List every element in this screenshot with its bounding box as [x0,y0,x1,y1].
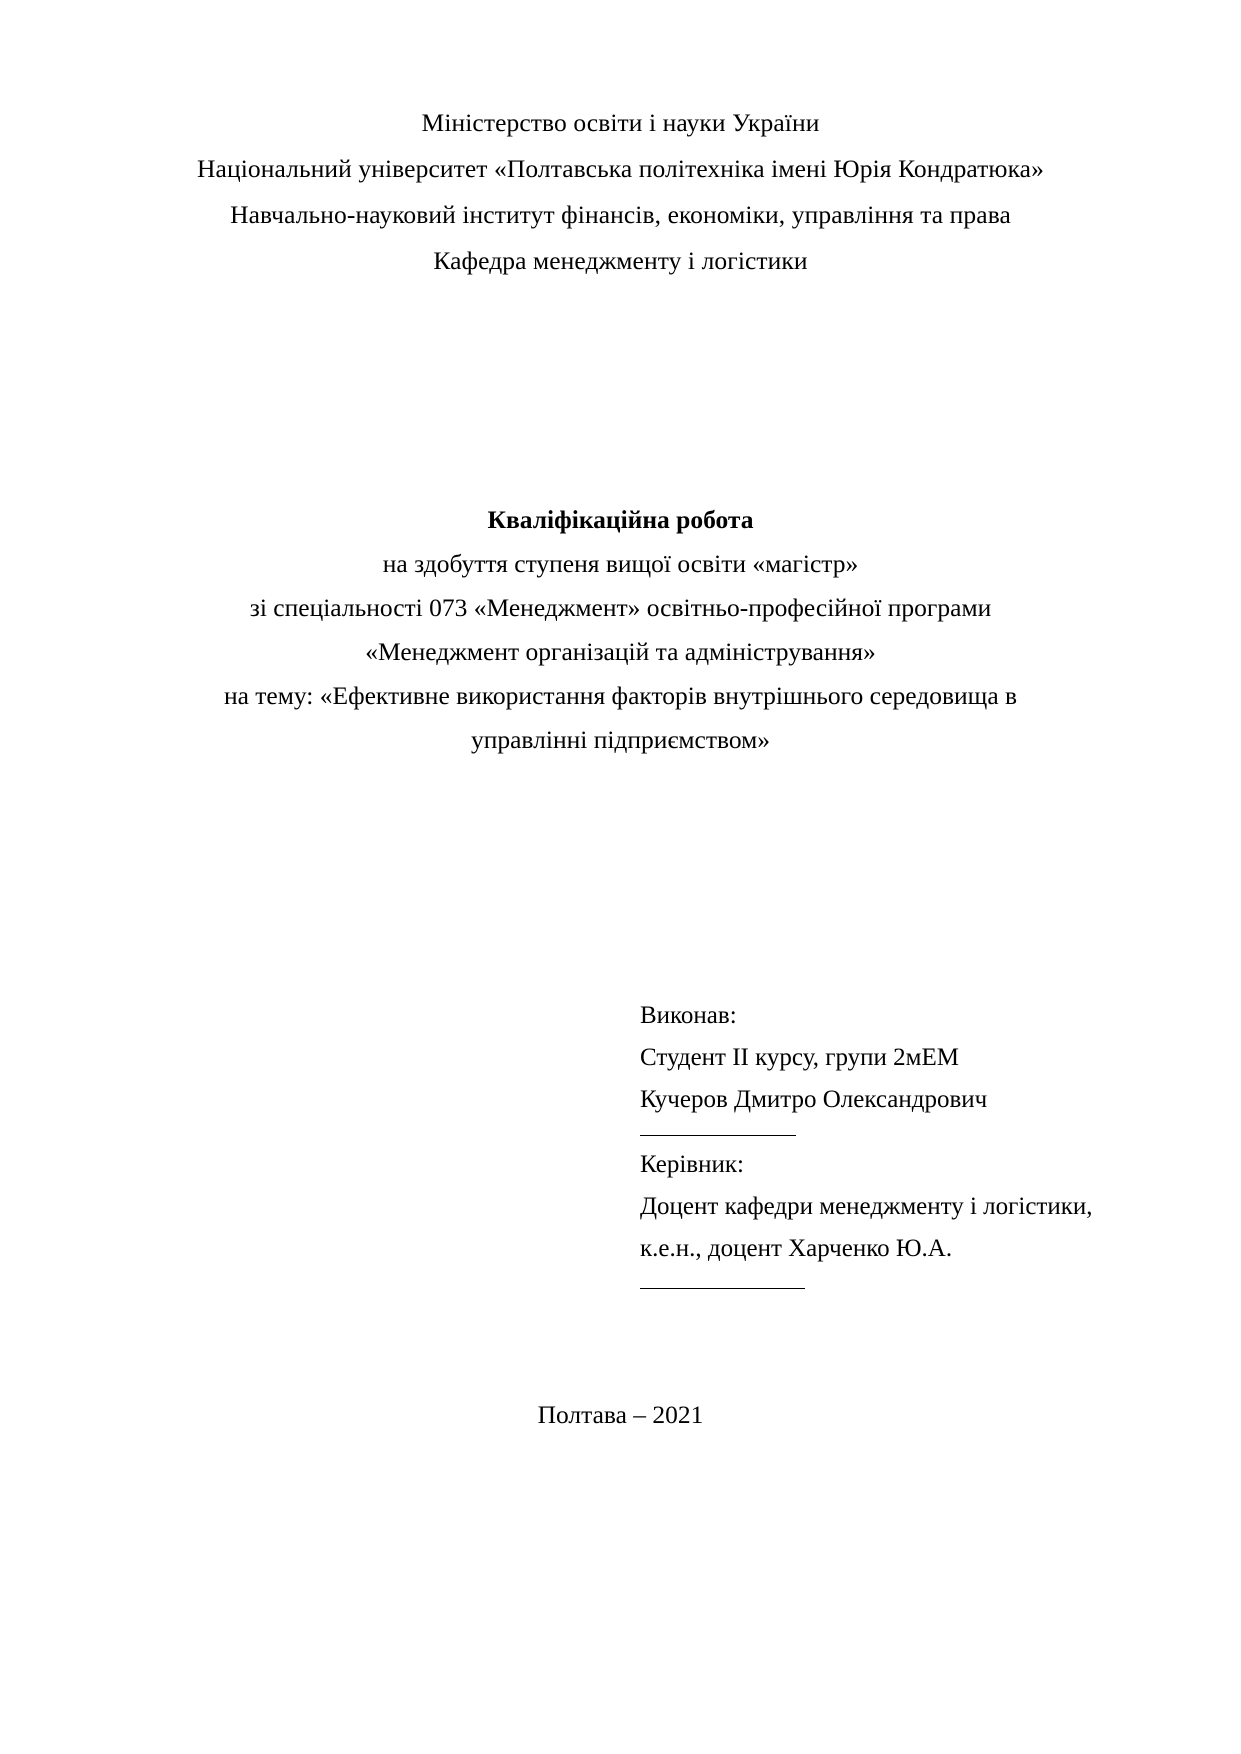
university-line: Національний університет «Полтавська політехніка імені Юрія Кондратюка» [197,154,1044,183]
supervisor-name: к.е.н., доцент Харченко Ю.А. [640,1235,953,1262]
thesis-title-block [160,498,1081,762]
supervisor-position: Доцент кафедри менеджменту і логістики, [640,1193,1093,1220]
supervisor-label: Керівник: [640,1151,744,1178]
theme-line-2: управлінні підприємством» [470,725,771,754]
work-type-heading: Кваліфікаційна робота [487,505,754,534]
author-supervisor-block [640,995,1100,1297]
place-year-footer [160,1395,1081,1435]
program-line: «Менеджмент організацій та адміністрування» [365,637,876,666]
ministry-line: Міністерство освіти і науки України [421,108,820,137]
student-signature-line [640,1135,796,1136]
performed-by-label: Виконав: [640,1002,737,1029]
student-name: Кучеров Дмитро Олександрович [640,1086,988,1113]
degree-line: на здобуття ступеня вищої освіти «магістр» [382,549,859,578]
place-year: Полтава – 2021 [537,1400,704,1429]
student-course-group: Студент ІІ курсу, групи 2мЕМ [640,1044,959,1071]
theme-line-1: на тему: «Ефективне використання факторів внутрішнього середовища в [223,681,1018,710]
department-line: Кафедра менеджменту і логістики [433,246,808,275]
institution-header [160,100,1081,284]
supervisor-signature-line [640,1288,805,1289]
specialty-line: зі спеціальності 073 «Менеджмент» освітньо-професійної програми [249,593,992,622]
institute-line: Навчально-науковий інститут фінансів, економіки, управління та права [230,200,1011,229]
